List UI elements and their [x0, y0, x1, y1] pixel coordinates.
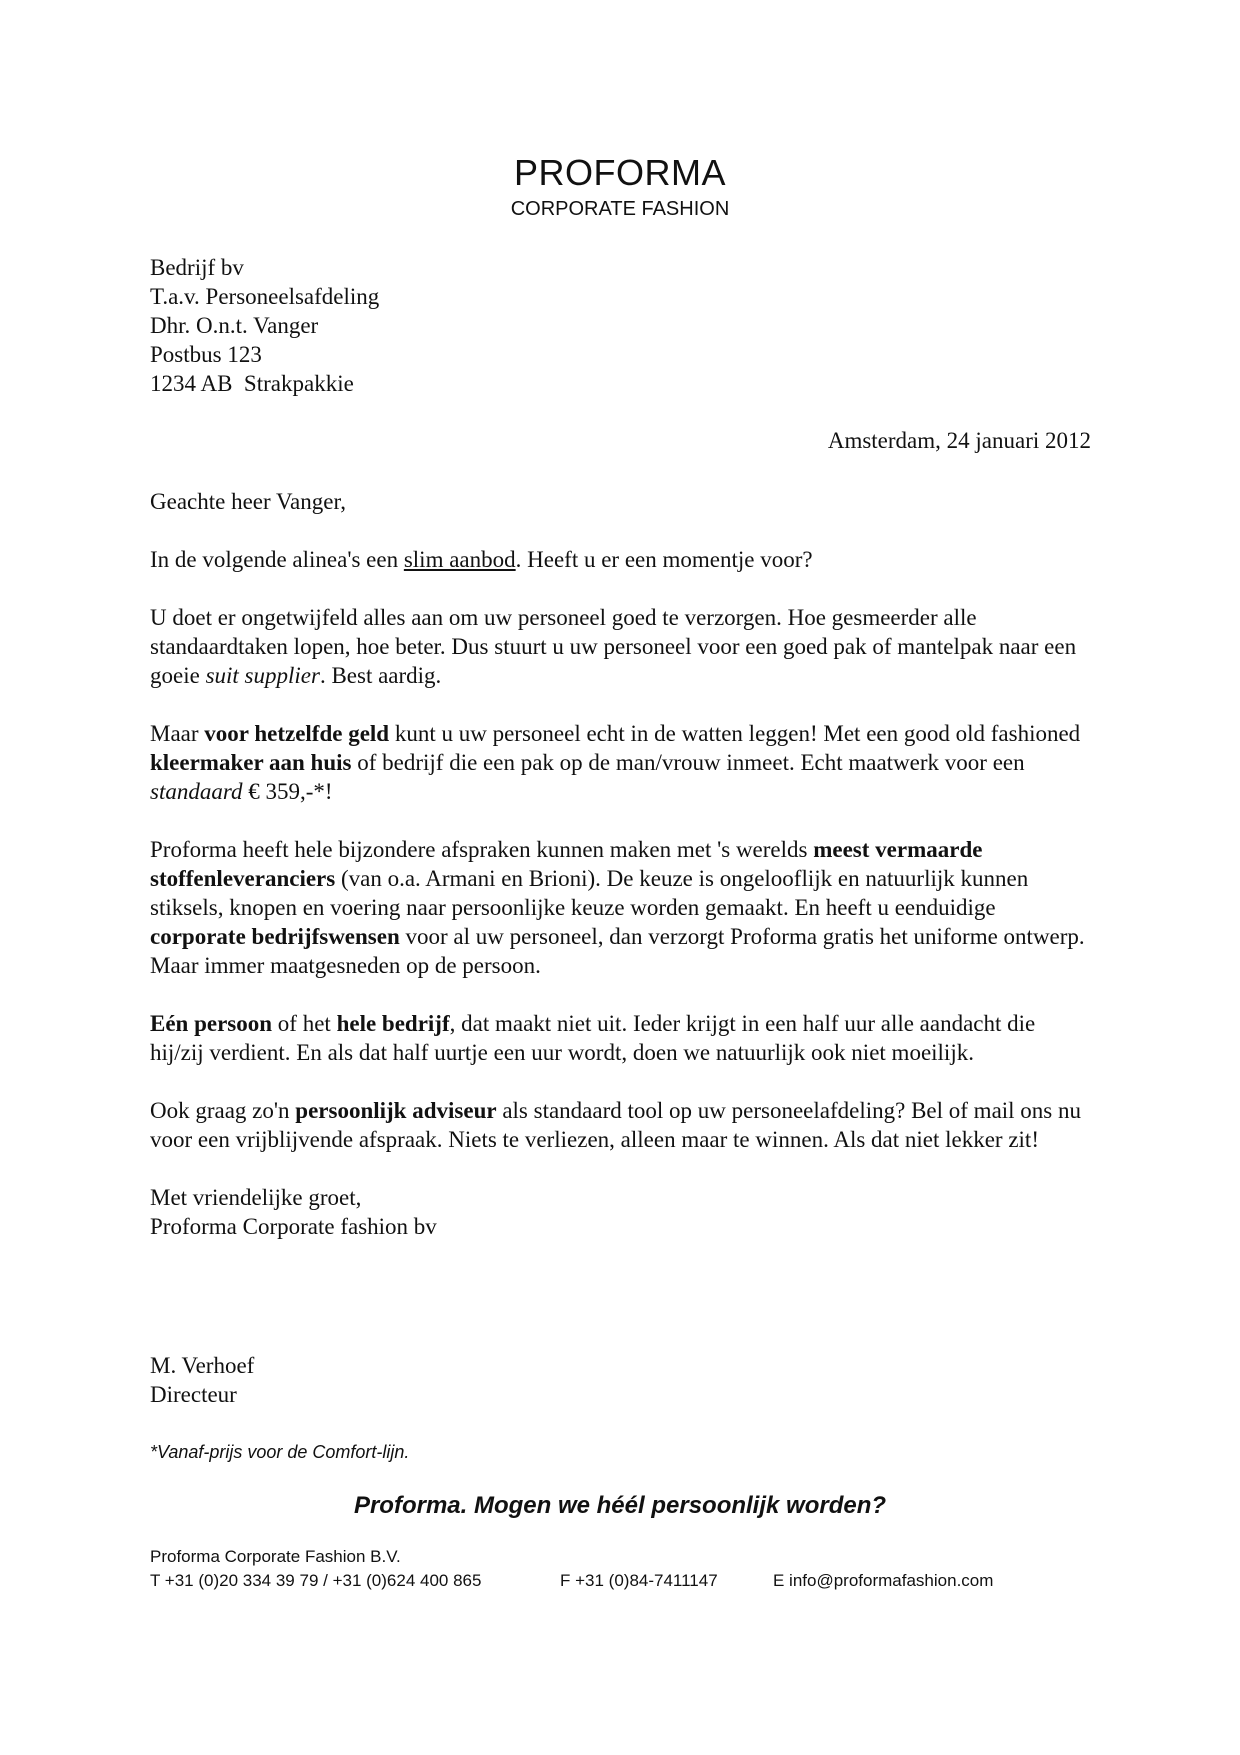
signature-block [150, 1351, 254, 1409]
text-run: Ook graag zo'n [150, 1098, 296, 1123]
underlined-text: slim aanbod [403, 547, 516, 572]
footer-company: Proforma Corporate Fashion B.V. [150, 1547, 401, 1566]
address-line: Postbus 123 [150, 342, 262, 367]
address-line: T.a.v. Personeelsafdeling [150, 284, 380, 309]
text-run: voor al uw personeel, dan verzorgt Proforma gratis het uniforme ontwerp. Maar immer maatgesneden op de persoon. [150, 924, 1085, 978]
footer-phone: T +31 (0)20 334 39 79 / +31 (0)624 400 865 [150, 1571, 482, 1590]
bold-text: kleermaker aan huis [150, 750, 352, 775]
closing [150, 1183, 1090, 1241]
bold-text: persoonlijk adviseur [295, 1098, 497, 1123]
footer-email: E info@proformafashion.com [773, 1571, 994, 1590]
slogan: Proforma. Mogen we héél persoonlijk worden? [353, 1492, 887, 1519]
footer-contact [150, 1545, 993, 1593]
italic-text: suit supplier [205, 663, 320, 688]
text-run: Proforma heeft hele bijzondere afspraken kunnen maken met 's werelds [150, 837, 814, 862]
closing-company: Proforma Corporate fashion bv [150, 1214, 437, 1239]
company-name: PROFORMA [513, 152, 726, 193]
bold-text: hele bedrijf [336, 1011, 450, 1036]
bold-text: meest vermaarde stoffenleveranciers [150, 837, 983, 891]
signer-title: Directeur [150, 1382, 237, 1407]
bold-text: voor hetzelfde geld [204, 721, 390, 746]
bold-text: Eén persoon [150, 1011, 273, 1036]
footer-fax: F +31 (0)84-7411147 [560, 1571, 718, 1590]
text-run: , dat maakt niet uit. Ieder krijgt in een half uur alle aandacht die hij/zij verdient. En als dat half uurtje een uur wordt, doen we natuurlijk ook niet moeilijk. [150, 1011, 1036, 1065]
paragraph-call-to-action [150, 1096, 1090, 1154]
salutation: Geachte heer Vanger, [150, 489, 346, 514]
price-footnote: *Vanaf-prijs voor de Comfort-lijn. [150, 1442, 410, 1462]
footer-contact-line [150, 1569, 993, 1593]
text-run: als standaard tool op uw personeelafdeling? Bel of mail ons nu voor een vrijblijvende afspraak. Niets te verliezen, alleen maar te winnen. Als dat niet lekker zit! [150, 1098, 1082, 1152]
paragraph-suppliers [150, 835, 1090, 980]
address-line: Bedrijf bv [150, 255, 244, 280]
text-run: € 359,-*! [242, 779, 333, 804]
letter-body [150, 487, 1090, 1241]
address-line: Dhr. O.n.t. Vanger [150, 313, 319, 338]
bold-text: corporate bedrijfswensen [150, 924, 400, 949]
paragraph-intro [150, 545, 1090, 574]
text-run: . Best aardig. [319, 663, 442, 688]
text-run: of het [272, 1011, 337, 1036]
paragraph-care [150, 603, 1090, 690]
closing-greeting: Met vriendelijke groet, [150, 1185, 362, 1210]
text-run: kunt u uw personeel echt in de watten leggen! Met een good old fashioned [389, 721, 1081, 746]
text-run: (van o.a. Armani en Brioni). De keuze is ongelooflijk en natuurlijk kunnen stiksels, knopen en voering naar persoonlijke keuze worden gemaakt. En heeft u eenduidige [150, 866, 1029, 920]
text-run: . Heeft u er een momentje voor? [515, 547, 813, 572]
signer-name: M. Verhoef [150, 1353, 255, 1378]
text-run: U doet er ongetwijfeld alles aan om uw personeel goed te verzorgen. Hoe gesmeerder alle standaardtaken lopen, hoe beter. Dus stuurt u uw personeel voor een goed pak of mantelpak naar een goeie [150, 605, 1077, 688]
paragraph-attention [150, 1009, 1090, 1067]
date-line: Amsterdam, 24 januari 2012 [827, 428, 1091, 453]
text-run: Maar [150, 721, 205, 746]
paragraph-offer [150, 719, 1090, 806]
italic-text: standaard [150, 779, 243, 804]
address-line: 1234 AB Strakpakkie [150, 371, 354, 396]
text-run: of bedrijf die een pak op de man/vrouw inmeet. Echt maatwerk voor een [351, 750, 1025, 775]
recipient-address [150, 253, 379, 398]
company-tagline: CORPORATE FASHION [510, 198, 730, 220]
text-run: In de volgende alinea's een [150, 547, 404, 572]
